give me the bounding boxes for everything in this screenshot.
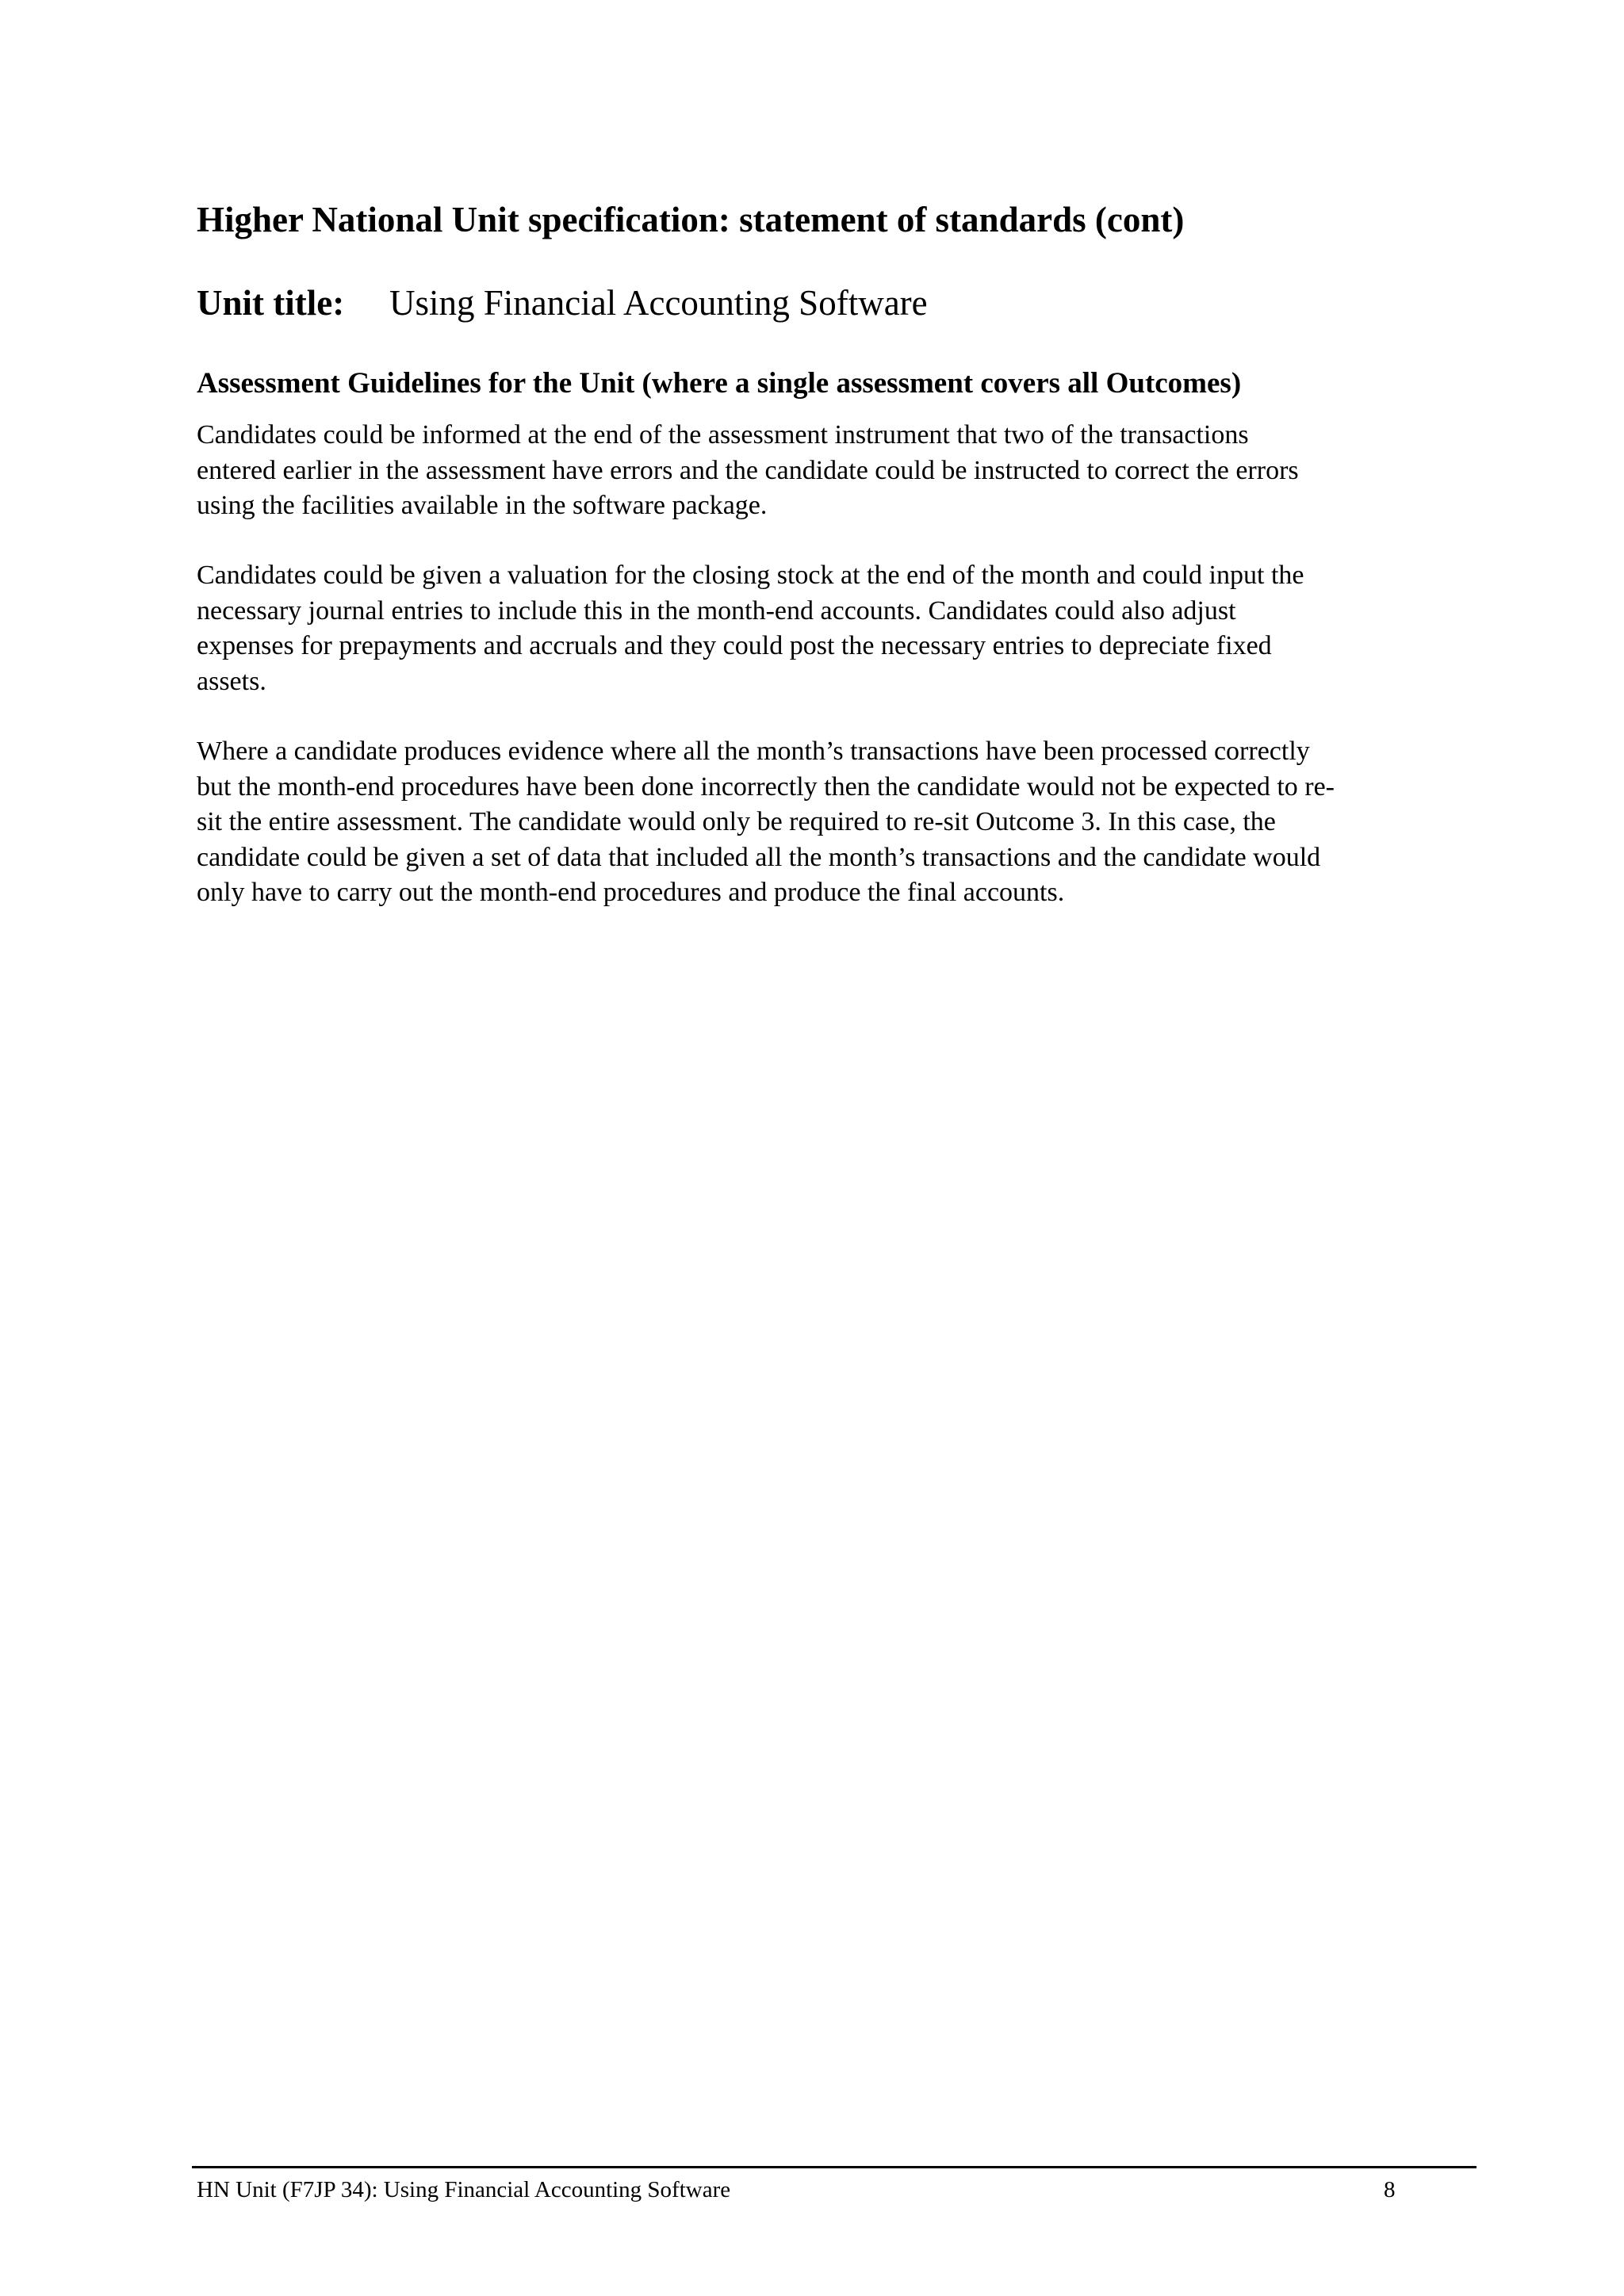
paragraph-line: using the facilities available in the software package. — [197, 491, 768, 520]
paragraph-line: Candidates could be given a valuation for the closing stock at the end of the month and could input the — [197, 561, 1304, 590]
paragraph-resit-outcome — [197, 734, 1481, 911]
paragraph-line: only have to carry out the month-end procedures and produce the final accounts. — [197, 878, 1065, 907]
paragraph-closing-stock — [197, 558, 1481, 699]
paragraph-line: expenses for prepayments and accruals and they could post the necessary entries to depreciate fixed — [197, 631, 1272, 660]
paragraph-line: necessary journal entries to include this in the month-end accounts. Candidates could also adjust — [197, 595, 1236, 626]
unit-title-value: Using Financial Accounting Software — [389, 283, 928, 323]
assessment-guidelines-heading: Assessment Guidelines for the Unit (where a single assessment covers all Outcomes) — [197, 367, 1242, 400]
page-heading: Higher National Unit specification: statement of standards (cont) — [197, 200, 1185, 239]
paragraph-error-correction — [197, 418, 1481, 524]
page-number: 8 — [1384, 2177, 1396, 2202]
paragraph-line: entered earlier in the assessment have errors and the candidate could be instructed to correct the errors — [197, 455, 1299, 485]
paragraph-line: Where a candidate produces evidence where all the month’s transactions have been processed correctly — [197, 737, 1310, 766]
paragraph-line: Candidates could be informed at the end of the assessment instrument that two of the transactions — [197, 420, 1249, 450]
paragraph-line: but the month-end procedures have been done incorrectly then the candidate would not be expected to re- — [197, 771, 1335, 802]
unit-title-row — [197, 278, 928, 327]
paragraph-line: candidate could be given a set of data that included all the month’s transactions and the candidate would — [197, 842, 1321, 872]
footer-divider — [192, 2166, 1477, 2168]
paragraph-line: sit the entire assessment. The candidate would only be required to re-sit Outcome 3. In this case, the — [197, 807, 1276, 836]
unit-title-label: Unit title: — [197, 283, 345, 323]
paragraph-line: assets. — [197, 666, 266, 696]
footer-unit-reference: HN Unit (F7JP 34): Using Financial Accounting Software — [197, 2177, 731, 2202]
